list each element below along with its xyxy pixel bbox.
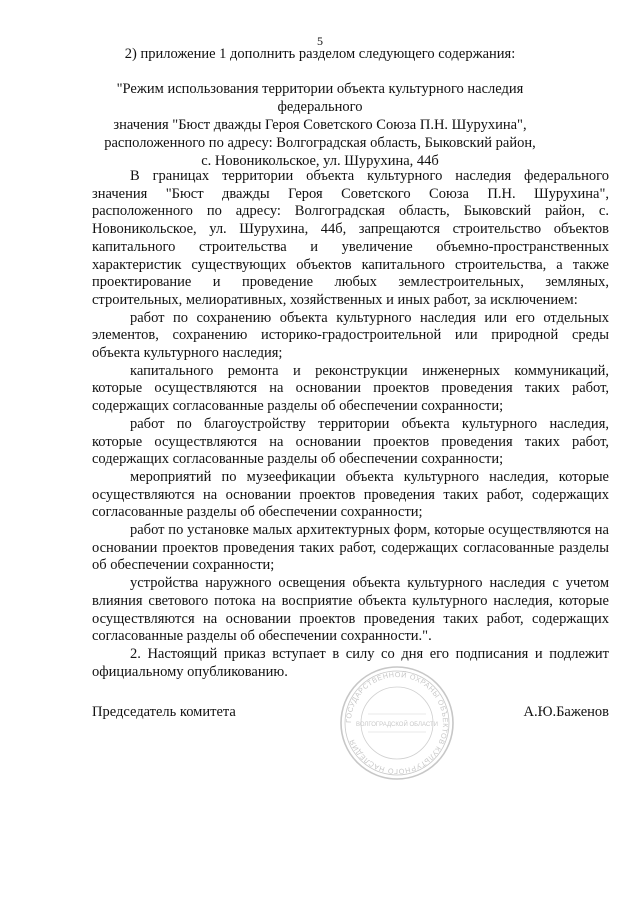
body-paragraph: работ по установке малых архитектурных форм, которые осуществляются на основании проектов проведения таких работ, содержащих согласованные разделы об обеспечении сохранности;	[92, 522, 609, 574]
page-number: 5	[317, 34, 323, 48]
heading-line: значения "Бюст дважды Героя Советского Союза П.Н. Шурухина",	[113, 117, 527, 133]
signatory-title: Председатель комитета	[92, 704, 236, 720]
document-body	[92, 168, 609, 681]
section-heading	[92, 80, 548, 170]
signatory-name: А.Ю.Баженов	[523, 704, 609, 720]
signature-block	[92, 704, 609, 724]
body-paragraph: В границах территории объекта культурного наследия федерального значения "Бюст дважды Героя Советского Союза П.Н. Шурухина", расположенного по адресу: Волгоградская область, Быковский район, с. Новоникольское, ул. Шурухина, 44б, запрещаются строительство объектов капитального строительства и увеличение объемно-пространственных характеристик существующих объектов капитального строительства, а также проектирование и проведение любых землестроительных, земляных, строительных, мелиоративных, хозяйственных и иных работ, за исключением:	[92, 168, 609, 308]
body-paragraph: работ по сохранению объекта культурного наследия или его отдельных элементов, сохранению историко-градостроительной или природной среды объекта культурного наследия;	[92, 309, 609, 362]
seal-center-text: ВОЛГОГРАДСКОЙ ОБЛАСТИ	[356, 722, 438, 728]
heading-line: с. Новоникольское, ул. Шурухина, 44б	[201, 153, 439, 169]
body-paragraph: устройства наружного освещения объекта культурного наследия с учетом влияния светового потока на восприятие объекта культурного наследия, которые осуществляются на основании проектов проведения таких работ, содержащих согласованные разделы об обеспечении сохранности.".	[92, 575, 609, 645]
body-paragraph: 2. Настоящий приказ вступает в силу со дня его подписания и подлежит официальному опубликованию.	[92, 645, 609, 680]
body-paragraph: мероприятий по музеефикации объекта культурного наследия, которые осуществляются на основании проектов проведения таких работ, содержащих согласованные разделы об обеспечении сохранности;	[92, 468, 609, 521]
amendment-intro: 2) приложение 1 дополнить разделом следующего содержания:	[124, 46, 516, 62]
seal-ring-text: ГОСУДАРСТВЕННОЙ ОХРАНЫ ОБЪЕКТОВ КУЛЬТУРНОГО НАСЛЕДИЯ	[343, 669, 451, 777]
heading-line: "Режим использования территории объекта культурного наследия федерального	[116, 81, 524, 115]
heading-line: расположенного по адресу: Волгоградская область, Быковский район,	[104, 135, 536, 151]
body-paragraph: работ по благоустройству территории объекта культурного наследия, которые осуществляются на основании проектов проведения таких работ, содержащих согласованные разделы об обеспечении сохранности;	[92, 415, 609, 468]
body-paragraph: капитального ремонта и реконструкции инженерных коммуникаций, которые осуществляются на основании проектов проведения таких работ, содержащих согласованные разделы об обеспечении сохранности;	[92, 362, 609, 415]
